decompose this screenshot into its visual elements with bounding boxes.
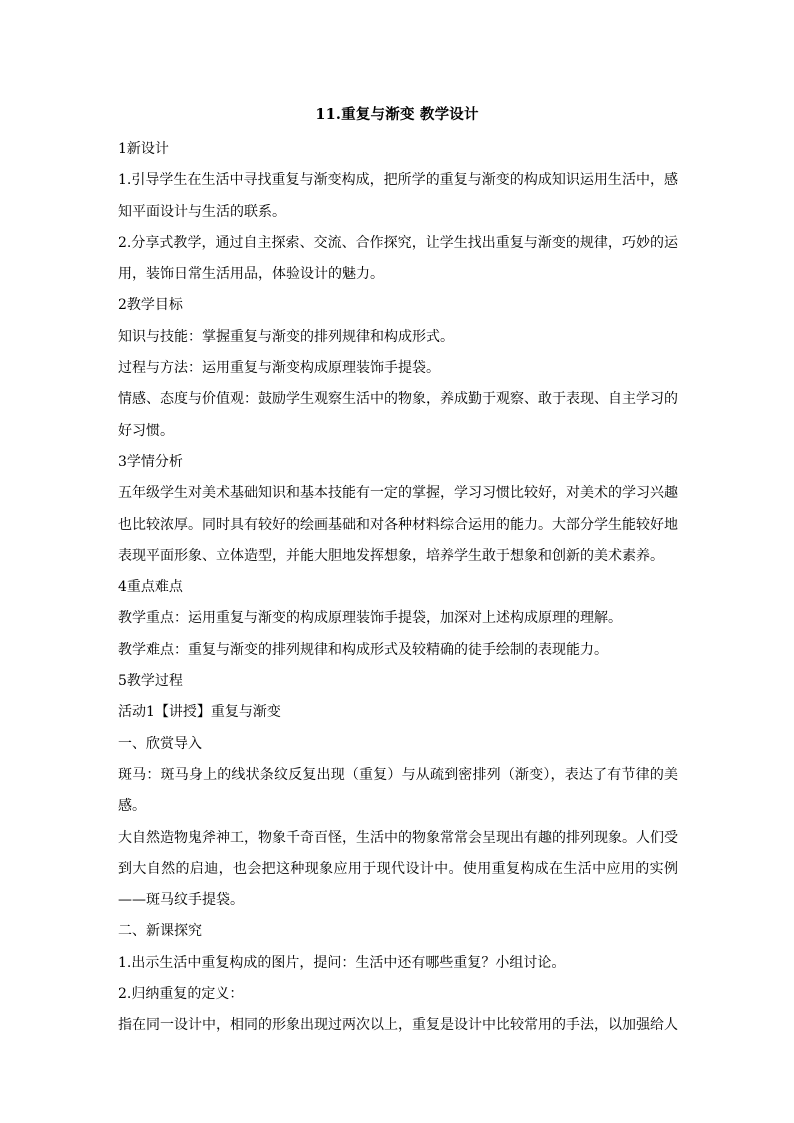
section-heading-student-analysis: 3学情分析	[118, 453, 183, 470]
paragraph: 指在同一设计中，相同的形象出现过两次以上，重复是设计中比较常用的手法，以加强给人	[118, 1017, 678, 1034]
paragraph: 1.出示生活中重复构成的图片，提问：生活中还有哪些重复？小组讨论。	[118, 954, 566, 971]
paragraph: 2.分享式教学，通过自主探索、交流、合作探究，让学生找出重复与渐变的规律，巧妙的运用，装饰日常生活用品，体验设计的魅力。	[118, 234, 678, 283]
subsection-heading: 二、新课探究	[118, 923, 202, 940]
paragraph: 情感、态度与价值观：鼓励学生观察生活中的物象，养成勤于观察、敢于表现、自主学习的好习惯。	[118, 391, 678, 439]
paragraph: 教学难点：重复与渐变的排列规律和构成形式及较精确的徒手绘制的表现能力。	[118, 641, 608, 658]
section-heading-key-points: 4重点难点	[118, 579, 183, 596]
paragraph: 大自然造物鬼斧神工，物象千奇百怪，生活中的物象常常会呈现出有趣的排列现象。人们受到大自然的启迪，也会把这种现象应用于现代设计中。使用重复构成在生活中应用的实例——斑马纹手提袋。	[118, 829, 678, 909]
paragraph: 教学重点：运用重复与渐变的构成原理装饰手提袋，加深对上述构成原理的理解。	[118, 610, 622, 627]
paragraph: 知识与技能：掌握重复与渐变的排列规律和构成形式。	[118, 328, 454, 345]
paragraph: 1.引导学生在生活中寻找重复与渐变构成，把所学的重复与渐变的构成知识运用生活中，感知平面设计与生活的联系。	[118, 172, 678, 220]
document-body	[118, 134, 678, 1042]
activity-heading: 活动1【讲授】重复与渐变	[118, 704, 281, 721]
section-heading-teaching-goals: 2教学目标	[118, 297, 183, 314]
paragraph: 过程与方法：运用重复与渐变构成原理装饰手提袋。	[118, 360, 440, 377]
paragraph: 2.归纳重复的定义：	[118, 986, 244, 1003]
paragraph: 五年级学生对美术基础知识和基本技能有一定的掌握，学习习惯比较好，对美术的学习兴趣也比较浓厚。同时具有较好的绘画基础和对各种材料综合运用的能力。大部分学生能较好地表现平面形象、立体造型，并能大胆地发挥想象，培养学生敢于想象和创新的美术素养。	[118, 485, 678, 564]
section-heading-teaching-process: 5教学过程	[118, 673, 183, 690]
paragraph: 斑马：斑马身上的线状条纹反复出现（重复）与从疏到密排列（渐变），表达了有节律的美感。	[118, 766, 678, 815]
document-title: 11.重复与渐变 教学设计	[315, 106, 479, 123]
section-heading-new-design: 1新设计	[118, 141, 169, 157]
subsection-heading: 一、欣赏导入	[118, 735, 202, 752]
